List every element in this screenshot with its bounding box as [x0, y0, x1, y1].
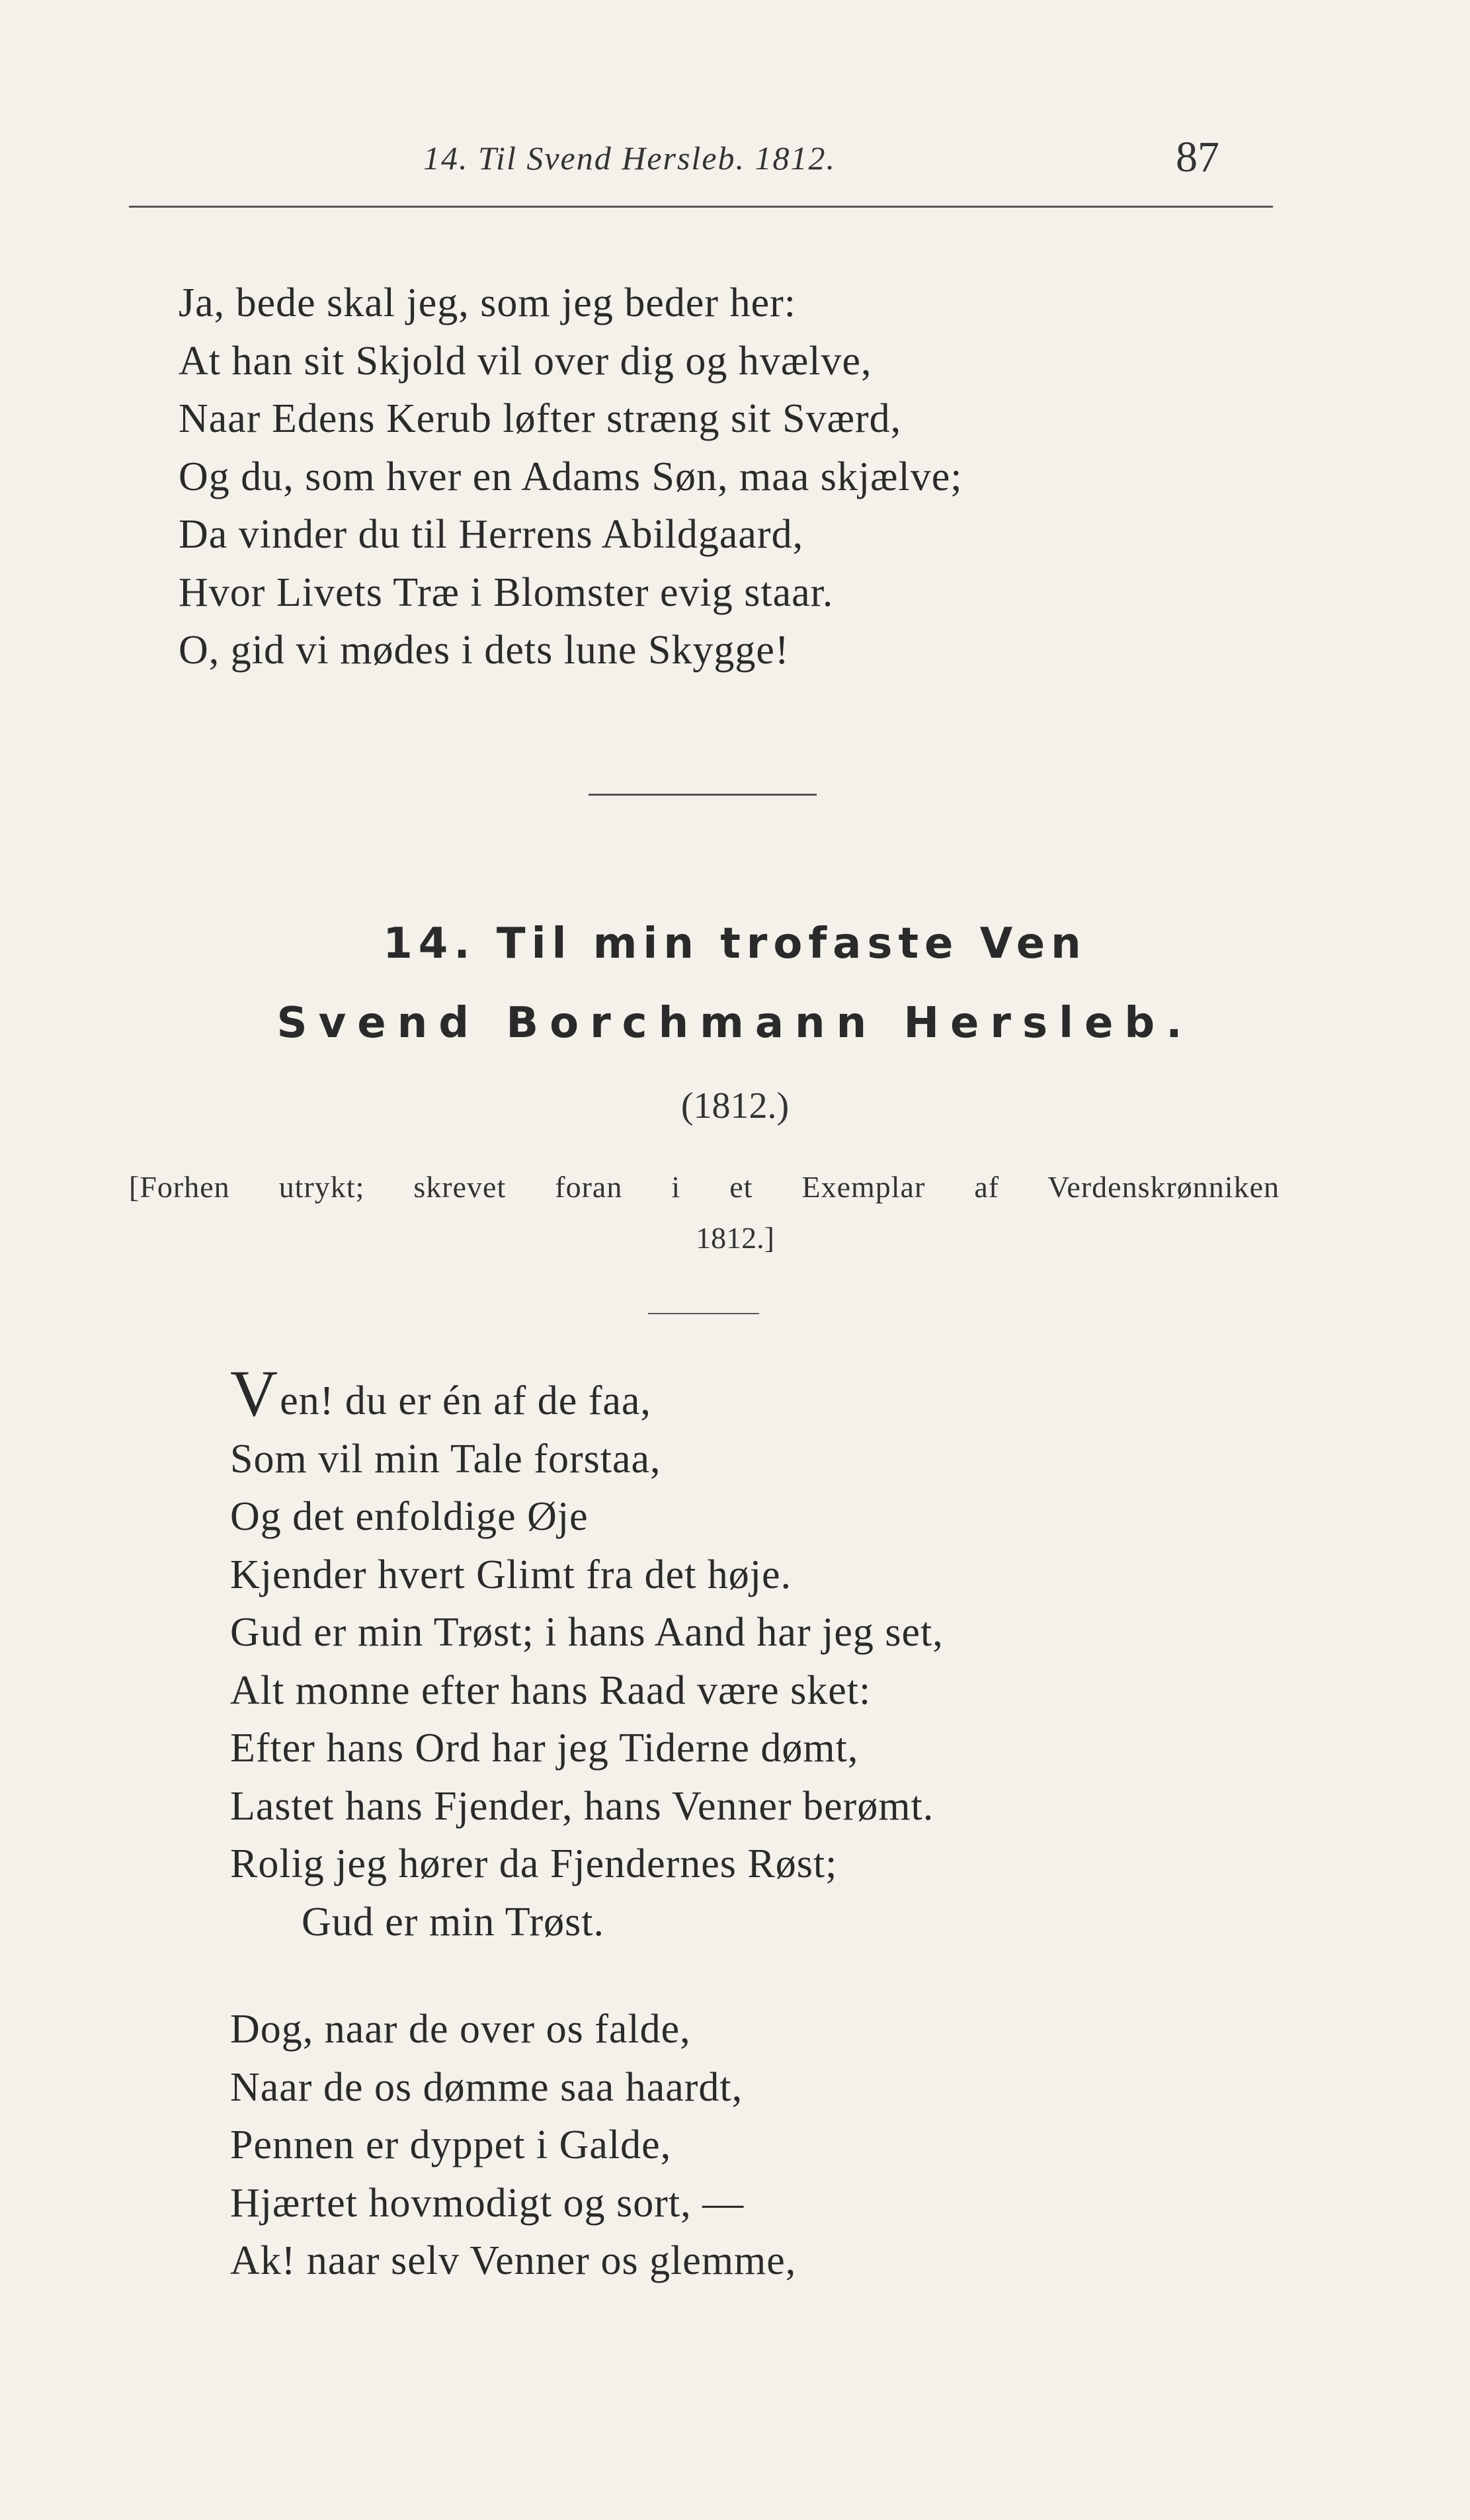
editorial-note-line-2: 1812.]: [696, 1221, 774, 1255]
verse-line: Dog, naar de over os falde,: [230, 2007, 691, 2052]
running-title: 14. Til Svend Hersleb. 1812.: [423, 140, 837, 177]
verse-line: Da vinder du til Herrens Abildgaard,: [179, 512, 804, 557]
verse-line: Som vil min Tale forstaa,: [230, 1436, 661, 1482]
verse-line: Ja, bede skal jeg, som jeg beder her:: [179, 280, 796, 325]
verse-line: Lastet hans Fjender, hans Venner berømt.: [230, 1783, 934, 1829]
refrain-line: Gud er min Trøst.: [302, 1899, 604, 1945]
drop-initial: V: [230, 1357, 279, 1430]
verse-line: Rolig jeg hører da Fjendernes Røst;: [230, 1841, 838, 1886]
first-line-text: en! du er én af de faa,: [280, 1378, 651, 1423]
verse-line: O, gid vi mødes i dets lune Skygge!: [179, 628, 790, 673]
poem-title-line-1: 14. Til min trofaste Ven: [383, 919, 1087, 968]
verse-line: Naar de os dømme saa haardt,: [230, 2064, 743, 2110]
verse-line: Naar Edens Kerub løfter stræng sit Sværd,: [179, 396, 902, 441]
verse-line: Efter hans Ord har jeg Tiderne dømt,: [230, 1726, 859, 1771]
verse-line: Og det enfoldige Øje: [230, 1494, 589, 1539]
verse-line: At han sit Skjold vil over dig og hvælve,: [179, 338, 872, 384]
editorial-note-line-1: [Forhen utrykt; skrevet foran i et Exemplar af Verdenskrønniken: [129, 1170, 1280, 1204]
section-divider: [589, 794, 817, 796]
verse-line-first: [230, 1357, 944, 1431]
verse-line: Hvor Livets Træ i Blomster evig staar.: [179, 569, 834, 615]
verse-line: Ak! naar selv Venner os glemme,: [230, 2238, 797, 2283]
running-header: [0, 132, 1470, 192]
page-number: 87: [1176, 133, 1219, 181]
verse-line: Kjender hvert Glimt fra det høje.: [230, 1552, 792, 1597]
verse-line: Pennen er dyppet i Galde,: [230, 2122, 672, 2167]
poem-year: (1812.): [680, 1085, 790, 1126]
verse-line: Alt monne efter hans Raad være sket:: [230, 1667, 872, 1713]
poem-title-line-2: Svend Borchmann Hersleb.: [276, 999, 1194, 1048]
note-divider: [648, 1313, 759, 1314]
verse-line: Hjærtet hovmodigt og sort, —: [230, 2180, 745, 2226]
verse-line: Og du, som hver en Adams Søn, maa skjælve;: [179, 454, 963, 499]
stanza-two: [230, 1357, 944, 1951]
stanza-one: [179, 274, 962, 680]
stanza-three: [230, 2001, 796, 2290]
header-rule: [129, 206, 1273, 208]
verse-line: Gud er min Trøst; i hans Aand har jeg set,: [230, 1610, 944, 1655]
